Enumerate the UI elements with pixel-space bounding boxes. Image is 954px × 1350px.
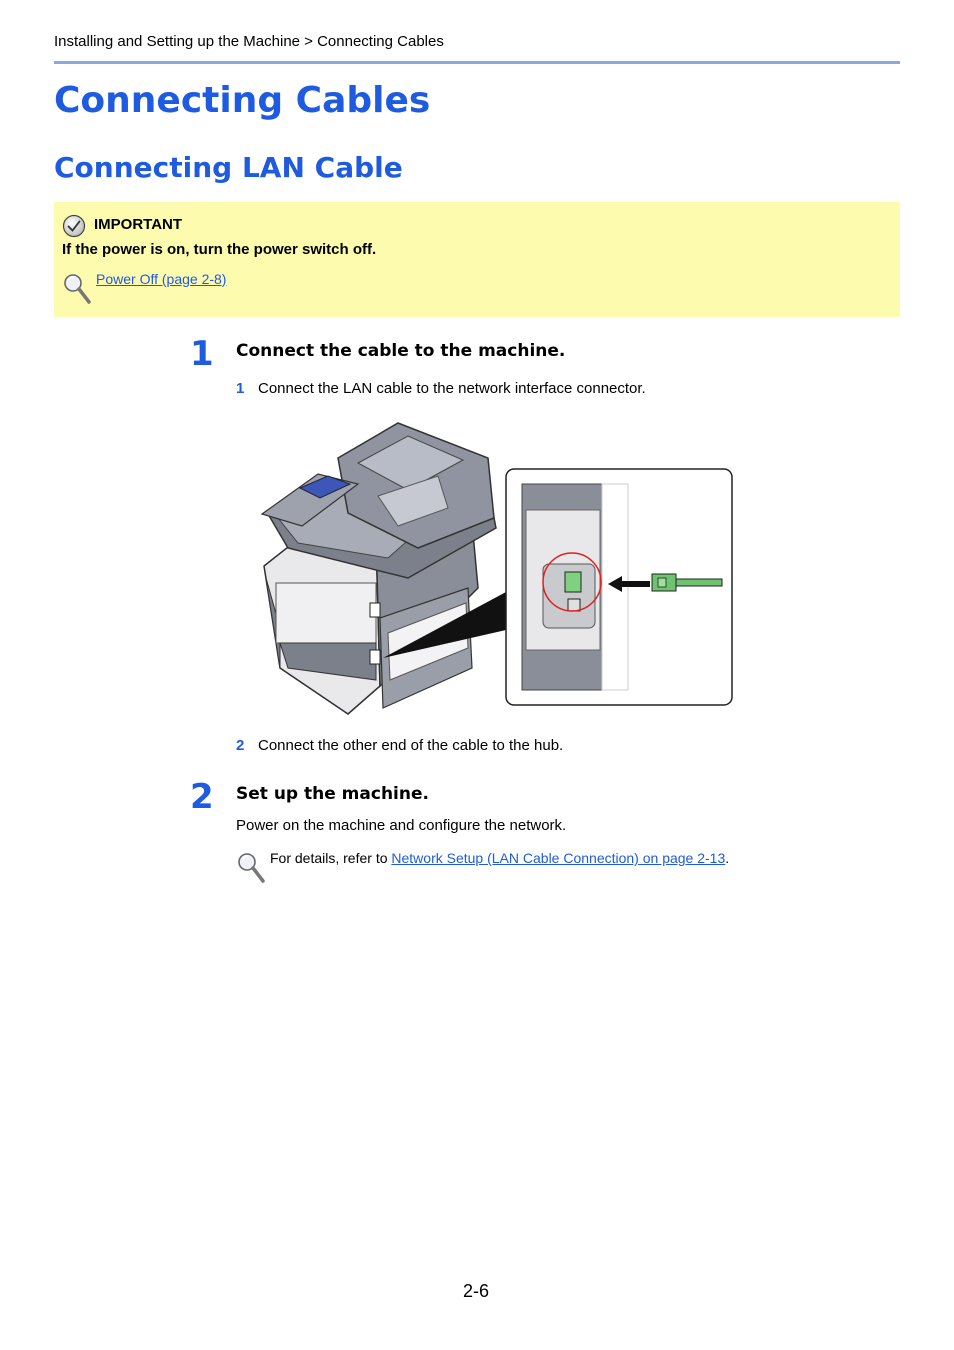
step-1-number: 1 bbox=[190, 334, 214, 374]
sub-2-text: Connect the other end of the cable to the hub. bbox=[258, 737, 564, 754]
ref-suffix: . bbox=[725, 850, 730, 866]
step-2-number: 2 bbox=[190, 777, 214, 817]
sub-2-number: 2 bbox=[236, 737, 245, 754]
page-title: Connecting Cables bbox=[54, 80, 431, 121]
details-reference bbox=[270, 850, 729, 866]
breadcrumb: Installing and Setting up the Machine > Connecting Cables bbox=[54, 33, 444, 50]
header-rule bbox=[54, 61, 900, 64]
step-1-title: Connect the cable to the machine. bbox=[236, 341, 566, 361]
checkmark-circle-icon bbox=[62, 214, 86, 243]
sub-1-number: 1 bbox=[236, 380, 245, 397]
power-off-link[interactable]: Power Off (page 2-8) bbox=[96, 271, 227, 287]
sub-1-text: Connect the LAN cable to the network interface connector. bbox=[258, 380, 646, 397]
magnifier-icon bbox=[236, 851, 266, 890]
page-number: 2-6 bbox=[463, 1281, 490, 1301]
important-text: If the power is on, turn the power switch off. bbox=[62, 241, 377, 258]
important-box bbox=[54, 202, 900, 317]
magnifier-icon bbox=[62, 272, 92, 311]
step-1-sub-1 bbox=[236, 380, 646, 397]
important-label: IMPORTANT bbox=[94, 216, 183, 233]
lan-connection-illustration bbox=[258, 418, 734, 723]
step-2-text: Power on the machine and configure the network. bbox=[236, 817, 567, 834]
ref-prefix: For details, refer to bbox=[270, 850, 392, 866]
section-title: Connecting LAN Cable bbox=[54, 151, 403, 184]
step-2-title: Set up the machine. bbox=[236, 784, 429, 804]
step-1-sub-2 bbox=[236, 737, 563, 754]
network-setup-link[interactable]: Network Setup (LAN Cable Connection) on page 2-13 bbox=[391, 850, 726, 866]
